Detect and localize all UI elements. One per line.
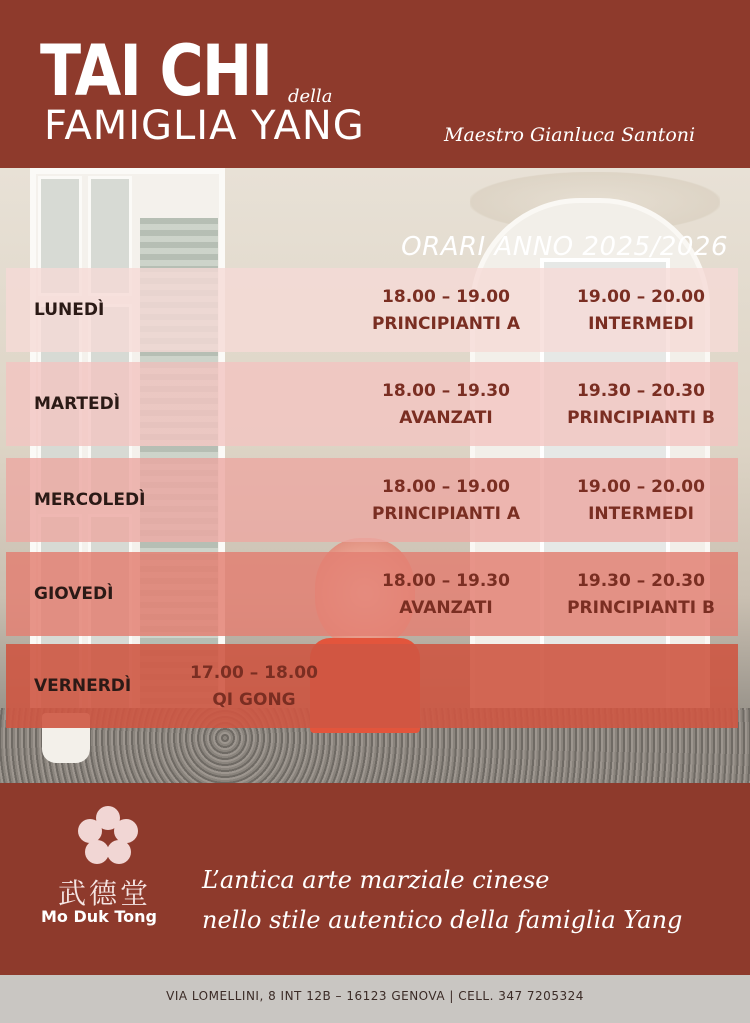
time-slot <box>346 474 546 528</box>
slot-time: 19.00 – 20.00 <box>577 287 705 307</box>
slot-time: 19.00 – 20.00 <box>577 477 705 497</box>
slot-class: PRINCIPIANTI B <box>567 598 715 618</box>
time-slot <box>541 568 741 622</box>
slot-class: AVANZATI <box>399 408 493 428</box>
day-label: GIOVEDÌ <box>34 584 114 604</box>
header <box>0 0 750 168</box>
day-label: MERCOLEDÌ <box>34 490 146 510</box>
time-slot <box>154 660 354 714</box>
slot-class: PRINCIPIANTI A <box>371 504 521 524</box>
slot-time: 19.30 – 20.30 <box>577 571 705 591</box>
time-slot <box>346 284 546 338</box>
title-della: della <box>288 86 333 107</box>
slot-time: 19.30 – 20.30 <box>577 381 705 401</box>
schedule-row <box>6 644 738 728</box>
slot-time: 18.00 – 19.00 <box>382 477 510 497</box>
maestro-name: Maestro Gianluca Santoni <box>444 124 696 146</box>
time-slot <box>541 474 741 528</box>
time-slot <box>346 378 546 432</box>
tagline <box>202 860 682 940</box>
slot-class: AVANZATI <box>399 598 493 618</box>
time-slot <box>541 284 741 338</box>
slot-time: 18.00 – 19.30 <box>382 381 510 401</box>
slot-class: PRINCIPIANTI A <box>371 314 521 334</box>
slot-class: QI GONG <box>212 690 296 710</box>
slot-class: PRINCIPIANTI B <box>567 408 715 428</box>
plum-blossom-icon <box>78 806 138 866</box>
schedule-heading: ORARI ANNO 2025/2026 <box>401 232 728 262</box>
tagline-line: L’antica arte marziale cinese <box>202 866 550 894</box>
title-main: TAI CHI <box>40 30 272 112</box>
slot-time: 17.00 – 18.00 <box>190 663 318 683</box>
day-label: LUNEDÌ <box>34 300 105 320</box>
schedule-row <box>6 552 738 636</box>
time-slot <box>346 568 546 622</box>
schedule-row <box>6 362 738 446</box>
schedule-row <box>6 268 738 352</box>
title-subtitle: FAMIGLIA YANG <box>44 103 365 149</box>
time-slot <box>541 378 741 432</box>
day-label: MARTEDÌ <box>34 394 121 414</box>
slot-time: 18.00 – 19.30 <box>382 571 510 591</box>
tagline-line: nello stile autentico della famiglia Yang <box>202 906 683 934</box>
slot-time: 18.00 – 19.00 <box>382 287 510 307</box>
address-text: VIA LOMELLINI, 8 INT 12B – 16123 GENOVA | CELL. 347 7205324 <box>166 989 584 1003</box>
day-label: VERNERDÌ <box>34 676 132 696</box>
slot-class: INTERMEDI <box>588 504 694 524</box>
logo-name: Mo Duk Tong <box>41 907 157 926</box>
slot-class: INTERMEDI <box>588 314 694 334</box>
logo-chinese-characters: 武德堂 <box>58 877 152 910</box>
schedule-row <box>6 458 738 542</box>
